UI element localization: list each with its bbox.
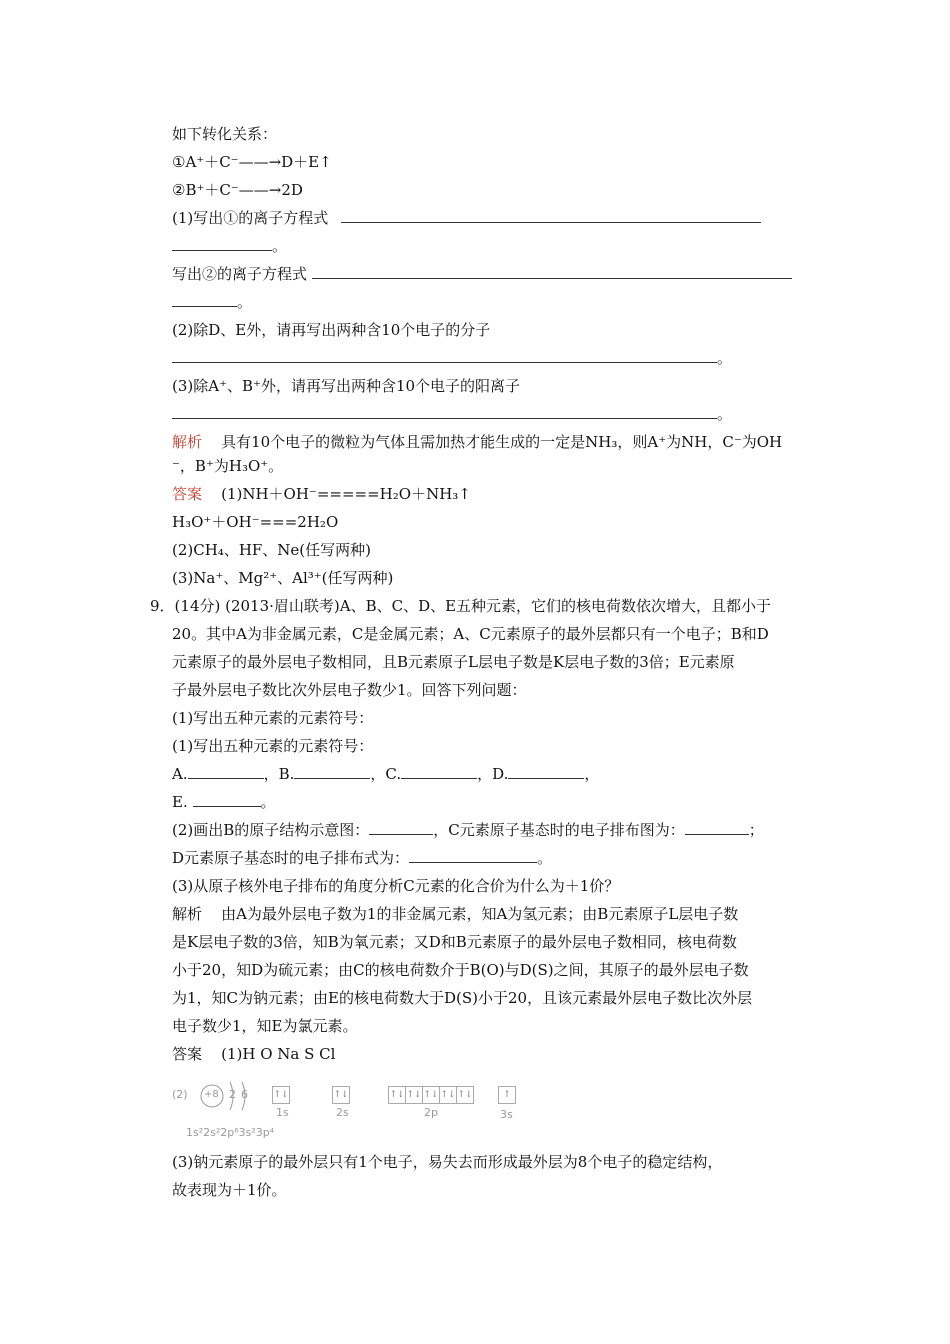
orbital-label: 3s xyxy=(500,1108,513,1121)
analysis-line xyxy=(172,432,782,452)
analysis-line: 小于20，知D为硫元素；由C的核电荷数介于B(O)与D(S)之间，其原子的最外层电子数 xyxy=(172,961,749,979)
electron-config: 1s²2s²2p⁶3s²3p⁴ xyxy=(186,1126,275,1139)
orbital-3s: ↑ xyxy=(498,1086,516,1104)
label-b: ，B. xyxy=(263,765,295,783)
figure-label: (2) xyxy=(172,1088,188,1101)
question-1b xyxy=(172,264,792,284)
analysis-label: 解析 xyxy=(172,433,203,451)
question-3: (3)除A⁺、B⁺外，请再写出两种含10个电子的阳离子 xyxy=(172,377,521,395)
answer-label: 答案 xyxy=(172,1045,203,1063)
question-9-3: (3)从原子核外电子排布的角度分析C元素的化合价为什么为＋1价？ xyxy=(172,877,620,895)
question-text: (2)画出B的原子结构示意图： xyxy=(172,821,370,839)
orbital-label: 2s xyxy=(336,1106,349,1119)
analysis-line: 为1，知C为钠元素；由E的核电荷数大于D(S)小于20，且该元素最外层电子数比次外层 xyxy=(172,989,753,1007)
label-a: A. xyxy=(172,765,188,783)
answer-line xyxy=(172,1044,335,1064)
shell-1-count: 2 xyxy=(229,1088,236,1101)
blank-line: 。 xyxy=(172,236,287,256)
period: 。 xyxy=(260,793,276,811)
blank-a[interactable] xyxy=(188,764,264,779)
answer-line: (3)钠元素原子的最外层只有1个电子，易失去而形成最外层为8个电子的稳定结构， xyxy=(172,1153,723,1171)
element-blanks-e xyxy=(172,792,276,812)
question-9-2b xyxy=(172,848,552,868)
orbital-2p: ↑↓ ↑↓ ↑↓ ↑↓ ↑↓ xyxy=(388,1086,474,1104)
element-blanks xyxy=(172,764,599,784)
orbital-1s: ↑↓ xyxy=(272,1086,290,1104)
blank-d[interactable] xyxy=(508,764,584,779)
question-text: 写出②的离子方程式 xyxy=(172,265,308,283)
answer-blank[interactable] xyxy=(341,208,761,223)
blank-line: 。 xyxy=(172,292,252,312)
electron-figure xyxy=(172,1080,532,1142)
blank-line: 。 xyxy=(172,348,732,368)
orbital-2s: ↑↓ xyxy=(332,1086,350,1104)
orbital-label: 1s xyxy=(276,1106,289,1119)
blank-b[interactable] xyxy=(294,764,370,779)
reaction-1: ①A⁺＋C⁻——→D＋E↑ xyxy=(172,153,332,171)
label-d: ，D. xyxy=(477,765,509,783)
answer-text: (1)NH＋OH⁻=====H₂O＋NH₃↑ xyxy=(221,485,471,503)
punct: 。 xyxy=(537,849,553,867)
answer-label: 答案 xyxy=(172,485,203,503)
answer-blank[interactable] xyxy=(409,848,537,863)
answer-blank[interactable] xyxy=(172,348,717,363)
label-e: E. xyxy=(172,793,188,811)
blank-c[interactable] xyxy=(401,764,477,779)
nucleus-charge: +8 xyxy=(204,1089,219,1100)
question-9-sub: (1)写出五种元素的元素符号： xyxy=(172,737,374,755)
answer-blank[interactable] xyxy=(172,292,237,307)
analysis-line: ⁻，B⁺为H₃O⁺。 xyxy=(172,457,284,475)
label-c: ，C. xyxy=(370,765,402,783)
answer-line: 故表现为＋1价。 xyxy=(172,1181,287,1199)
comma: ， xyxy=(584,765,600,783)
answer-blank[interactable] xyxy=(369,820,433,835)
blank-line: 。 xyxy=(172,404,732,424)
answer-text: (1)H O Na S Cl xyxy=(221,1045,336,1063)
analysis-label: 解析 xyxy=(172,905,203,923)
question-text: D元素原子基态时的电子排布式为： xyxy=(172,849,410,867)
analysis-line: 是K层电子数的3倍，知B为氧元素；又D和B元素原子的最外层电子数相同，核电荷数 xyxy=(172,933,737,951)
question-9-text: 20。其中A为非金属元素，C是金属元素；A、C元素原子的最外层都只有一个电子；B和D xyxy=(172,625,769,643)
answer-blank[interactable] xyxy=(312,264,792,279)
answer-blank[interactable] xyxy=(685,820,749,835)
answer-line: (3)Na⁺、Mg²⁺、Al³⁺(任写两种) xyxy=(172,569,394,587)
question-9-text: 9．(14分) (2013·眉山联考)A、B、C、D、E五种元素，它们的核电荷数依次增大，且都小于 xyxy=(150,597,772,615)
text-line: 如下转化关系： xyxy=(172,125,278,143)
question-9-text: 子最外层电子数比次外层电子数少1。回答下列问题： xyxy=(172,681,527,699)
question-9-sub: (1)写出五种元素的元素符号： xyxy=(172,709,374,727)
answer-line: (2)CH₄、HF、Ne(任写两种) xyxy=(172,541,372,559)
analysis-text: 具有10个电子的微粒为气体且需加热才能生成的一定是NH₃，则A⁺为NH，C⁻为OH xyxy=(221,433,783,451)
question-9-2 xyxy=(172,820,764,840)
analysis-line: 电子数少1，知E为氯元素。 xyxy=(172,1017,358,1035)
question-text: (1)写出①的离子方程式 xyxy=(172,209,329,227)
answer-line xyxy=(172,484,471,504)
blank-e[interactable] xyxy=(193,792,261,807)
answer-blank[interactable] xyxy=(172,236,272,251)
shell-2-count: 6 xyxy=(241,1088,248,1101)
question-9-text: 元素原子的最外层电子数相同，且B元素原子L层电子数是K层电子数的3倍；E元素原 xyxy=(172,653,735,671)
question-1 xyxy=(172,208,761,228)
answer-blank[interactable] xyxy=(172,404,717,419)
analysis-text: 由A为最外层电子数为1的非金属元素，知A为氢元素；由B元素原子L层电子数 xyxy=(221,905,739,923)
question-2: (2)除D、E外，请再写出两种含10个电子的分子 xyxy=(172,321,491,339)
analysis-line xyxy=(172,904,738,924)
answer-line: H₃O⁺＋OH⁻===2H₂O xyxy=(172,513,339,531)
question-text: ，C元素原子基态时的电子排布图为： xyxy=(433,821,685,839)
punct: ； xyxy=(748,821,764,839)
reaction-2: ②B⁺＋C⁻——→2D xyxy=(172,181,303,199)
orbital-label: 2p xyxy=(424,1106,438,1119)
